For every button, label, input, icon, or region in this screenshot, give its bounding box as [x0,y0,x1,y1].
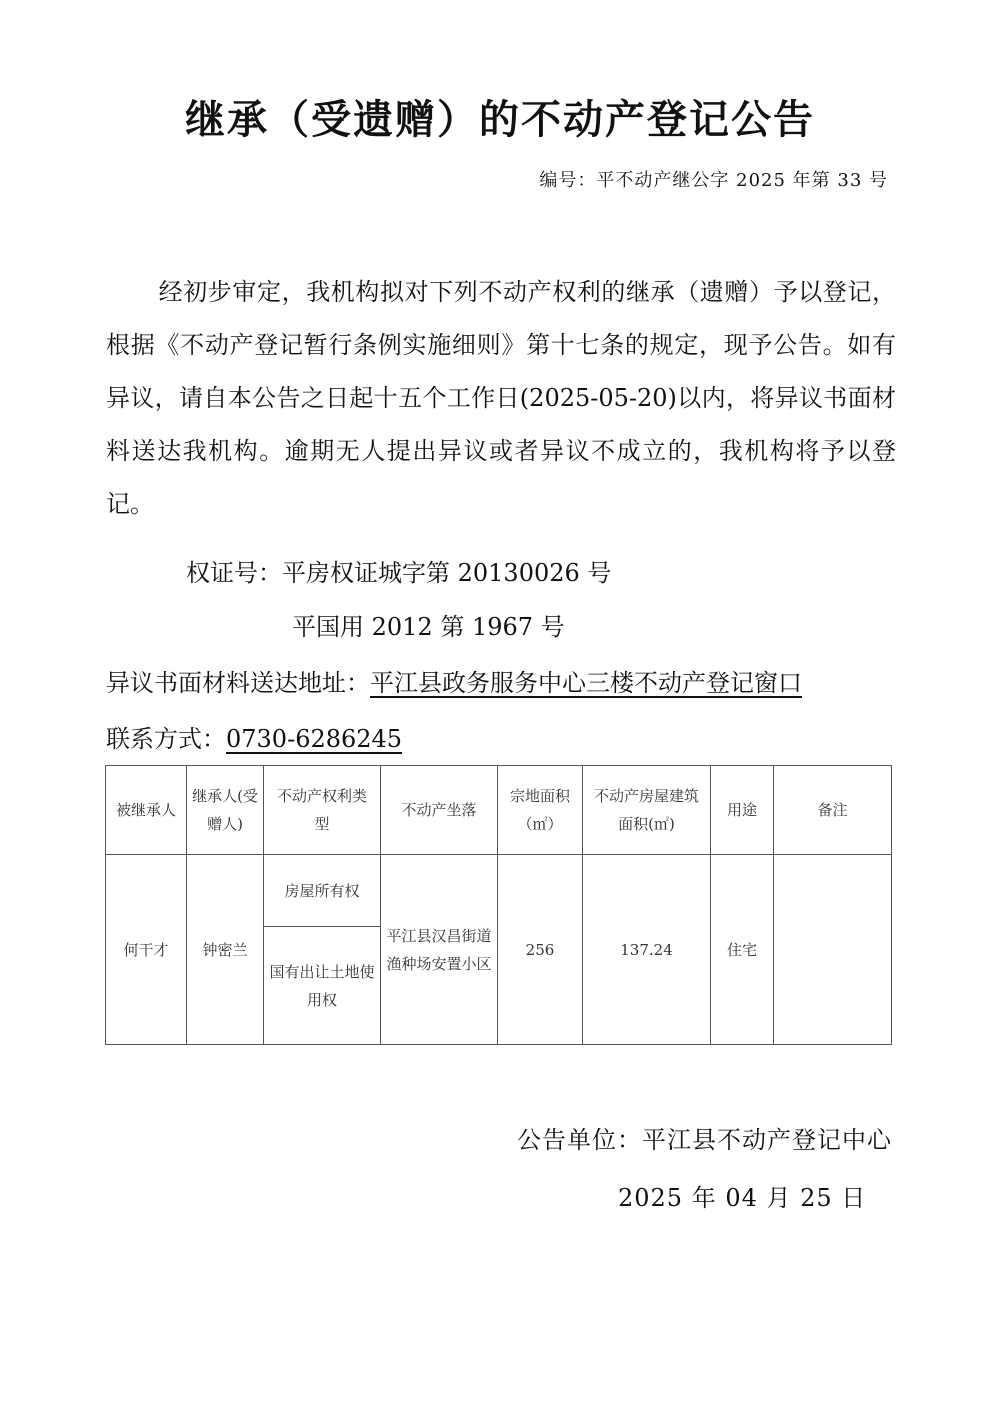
certificate-number-2: 平国用 2012 第 1967 号 [292,613,565,641]
page-title: 继承（受遗赠）的不动产登记公告 [185,97,815,143]
col-building-area: 不动产房屋建筑面积(㎡) [583,766,711,855]
cell-land-area: 256 [498,855,583,1045]
col-decedent: 被继承人 [106,766,187,855]
cell-right-type-1: 房屋所有权 [264,855,381,927]
address-value: 平江县政务服务中心三楼不动产登记窗口 [370,669,802,697]
contact-info [106,719,402,754]
table-row [106,855,892,927]
document-number: 编号：平不动产继公字 2025 年第 33 号 [539,170,888,191]
cell-location: 平江县汉昌街道渔种场安置小区 [381,855,498,1045]
objection-address [106,663,802,698]
address-label: 异议书面材料送达地址： [106,669,370,697]
property-table [105,765,892,1045]
announcement-paragraph [106,266,896,531]
col-location: 不动产坐落 [381,766,498,855]
col-heir: 继承人(受赠人) [187,766,264,855]
cell-decedent: 何干才 [106,855,187,1045]
issue-date: 2025 年 04 月 25 日 [618,1184,867,1212]
col-usage: 用途 [711,766,774,855]
col-remarks: 备注 [774,766,892,855]
certificate-number: 权证号：平房权证城字第 20130026 号 [186,559,612,587]
cell-building-area: 137.24 [583,855,711,1045]
cell-usage: 住宅 [711,855,774,1045]
col-right-type: 不动产权利类 型 [264,766,381,855]
announcement-text: 经初步审定，我机构拟对下列不动产权利的继承（遗赠）予以登记，根据《不动产登记暂行条例实施细则》第十七条的规定，现予公告。如有异议，请自本公告之日起十五个工作日(2025-05-20)以内，将异议书面材料送达我机构。逾期无人提出异议或者异议不成立的，我机构将予以登记。 [106,278,896,518]
cell-remarks [774,855,892,1045]
contact-label: 联系方式： [106,725,226,753]
cell-right-type-2: 国有出让土地使用权 [264,927,381,1045]
issuing-unit: 公告单位：平江县不动产登记中心 [517,1126,892,1154]
cell-heir: 钟密兰 [187,855,264,1045]
col-land-area: 宗地面积（㎡） [498,766,583,855]
contact-value: 0730-6286245 [226,725,403,753]
table-header-row [106,766,892,855]
